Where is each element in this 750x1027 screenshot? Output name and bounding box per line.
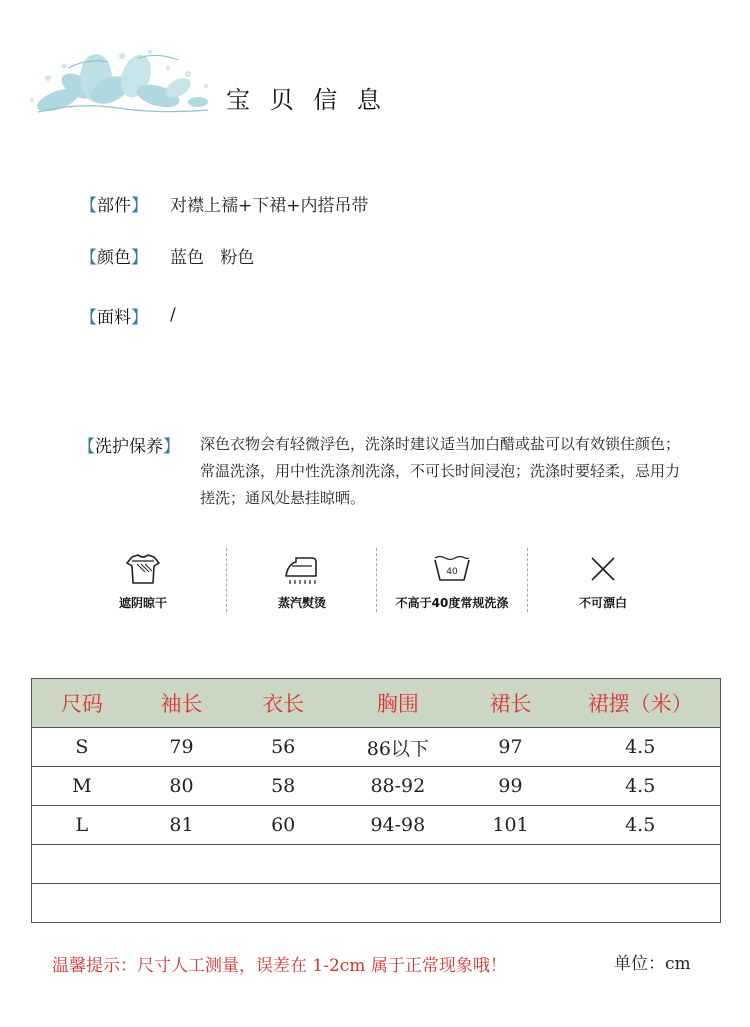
care-caption: 遮阴晾干 bbox=[118, 596, 167, 610]
page-title: 宝 贝 信 息 bbox=[226, 86, 387, 114]
table-cell: 58 bbox=[231, 767, 335, 806]
table-cell: M bbox=[32, 767, 132, 806]
no-bleach-icon bbox=[586, 552, 620, 586]
bracket-left: 【 bbox=[80, 247, 97, 268]
bracket-left: 【 bbox=[80, 307, 97, 328]
table-cell bbox=[560, 845, 720, 884]
info-label: 部件 bbox=[97, 195, 131, 216]
header-top-length: 衣长 bbox=[231, 679, 335, 728]
table-cell: 4.5 bbox=[560, 728, 720, 767]
header-skirt-length: 裙长 bbox=[461, 679, 561, 728]
size-table-header bbox=[32, 679, 721, 728]
table-cell: 56 bbox=[231, 728, 335, 767]
table-row bbox=[32, 806, 721, 845]
care-caption: 不可漂白 bbox=[578, 596, 627, 610]
bracket-left: 【 bbox=[78, 436, 95, 457]
table-cell: 86以下 bbox=[335, 728, 461, 767]
table-cell bbox=[560, 884, 720, 923]
header-hem: 裙摆（米） bbox=[560, 679, 720, 728]
info-value: 蓝色 粉色 bbox=[170, 247, 255, 268]
table-row-empty bbox=[32, 884, 721, 923]
table-cell bbox=[32, 845, 132, 884]
floral-decoration bbox=[18, 38, 218, 130]
table-cell: 97 bbox=[461, 728, 561, 767]
care-label-text: 洗护保养 bbox=[95, 436, 163, 457]
info-label: 颜色 bbox=[97, 247, 131, 268]
care-caption: 蒸汽熨烫 bbox=[277, 596, 326, 610]
bracket-right: 】 bbox=[131, 307, 148, 328]
unit-label: 单位：cm bbox=[614, 954, 691, 974]
wash-basin-40-icon bbox=[432, 552, 472, 586]
header-size: 尺码 bbox=[32, 679, 132, 728]
care-text: 深色衣物会有轻微浮色，洗涤时建议适当加白醋或盐可以有效锁住颜色；常温洗涤，用中性洗涤剂洗涤，不可长时间浸泡；洗涤时要轻柔，忌用力搓洗；通风处悬挂晾晒。 bbox=[200, 435, 681, 507]
header-bust: 胸围 bbox=[335, 679, 461, 728]
table-cell: 99 bbox=[461, 767, 561, 806]
info-value: / bbox=[170, 305, 176, 325]
table-cell: L bbox=[32, 806, 132, 845]
care-item-no-bleach bbox=[528, 548, 678, 618]
wash-temp-badge: 40 bbox=[446, 567, 458, 577]
table-row bbox=[32, 767, 721, 806]
info-row-fabric bbox=[80, 302, 176, 328]
table-cell: 94-98 bbox=[335, 806, 461, 845]
table-cell: 4.5 bbox=[560, 806, 720, 845]
table-cell: S bbox=[32, 728, 132, 767]
table-cell bbox=[132, 845, 232, 884]
info-row-parts bbox=[80, 190, 369, 216]
table-cell bbox=[132, 884, 232, 923]
size-table bbox=[31, 678, 721, 923]
care-item-steam-iron bbox=[227, 548, 377, 618]
table-cell bbox=[461, 884, 561, 923]
table-row-empty bbox=[32, 845, 721, 884]
table-row bbox=[32, 728, 721, 767]
table-cell: 81 bbox=[132, 806, 232, 845]
bracket-right: 】 bbox=[131, 195, 148, 216]
care-caption: 不高于40度常规洗涤 bbox=[395, 596, 509, 610]
table-cell bbox=[231, 845, 335, 884]
iron-steam-icon bbox=[282, 552, 322, 586]
table-cell bbox=[335, 845, 461, 884]
bracket-right: 】 bbox=[131, 247, 148, 268]
measurement-tip: 温馨提示：尺寸人工测量，误差在 1-2cm 属于正常现象哦！ bbox=[52, 956, 507, 976]
table-cell: 60 bbox=[231, 806, 335, 845]
care-item-shade-dry bbox=[68, 548, 218, 618]
table-cell bbox=[231, 884, 335, 923]
care-item-wash-40 bbox=[377, 548, 527, 618]
bracket-right: 】 bbox=[163, 436, 180, 457]
shirt-shade-dry-icon bbox=[125, 552, 161, 586]
table-cell: 79 bbox=[132, 728, 232, 767]
table-cell: 80 bbox=[132, 767, 232, 806]
info-label: 面料 bbox=[97, 307, 131, 328]
table-cell bbox=[461, 845, 561, 884]
table-cell bbox=[32, 884, 132, 923]
bracket-left: 【 bbox=[80, 195, 97, 216]
care-label bbox=[78, 431, 180, 457]
table-cell: 4.5 bbox=[560, 767, 720, 806]
info-value: 对襟上襦+下裙+内搭吊带 bbox=[170, 195, 369, 216]
header-sleeve: 袖长 bbox=[132, 679, 232, 728]
table-cell: 101 bbox=[461, 806, 561, 845]
table-cell bbox=[335, 884, 461, 923]
info-row-color bbox=[80, 242, 254, 268]
table-cell: 88-92 bbox=[335, 767, 461, 806]
